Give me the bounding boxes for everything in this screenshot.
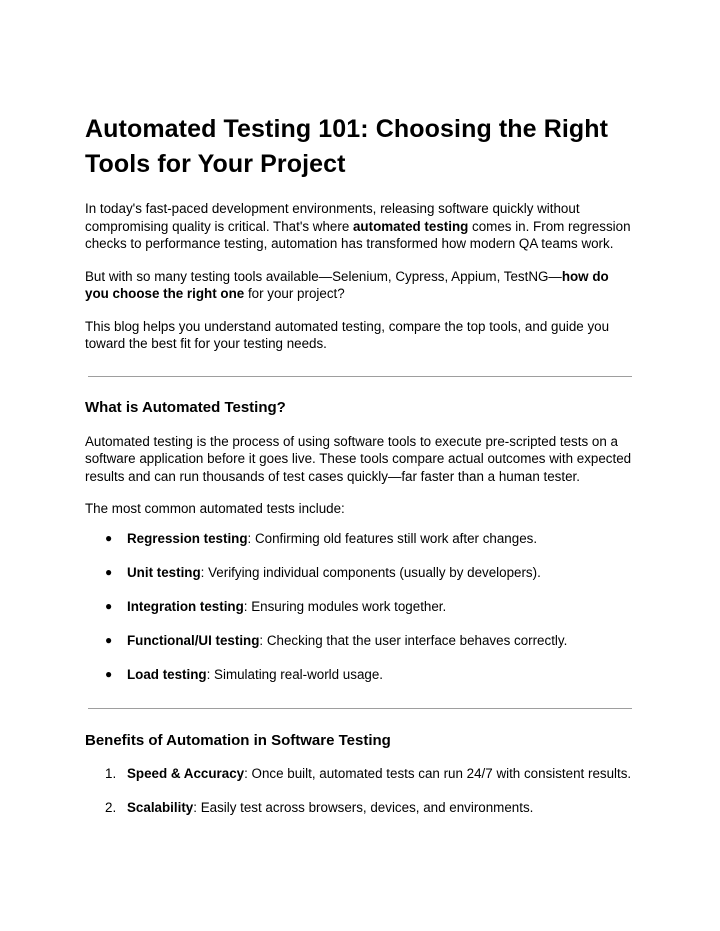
intro-text-1: In today's fast-paced development environments, releasing software quickly without compromising quality is critical. That's where <box>85 201 580 234</box>
tools-text-2: for your project? <box>244 286 345 301</box>
bullet-icon: ● <box>105 530 113 545</box>
list-item-term: Regression testing <box>127 530 248 546</box>
test-types-list <box>85 530 635 684</box>
intro-text-2: comes in. From regression checks to performance testing, automation has transformed how modern QA teams work. <box>85 218 631 251</box>
intro-emphasis: automated testing <box>352 218 469 234</box>
list-item-desc: : Easily test across browsers, devices, and environments. <box>193 800 534 815</box>
blog-purpose-paragraph: This blog helps you understand automated testing, compare the top tools, and guide you toward the best fit for your testing needs. <box>85 318 610 351</box>
section-heading-benefits: Benefits of Automation in Software Testing <box>85 732 391 749</box>
list-item <box>85 799 635 817</box>
list-item <box>85 564 635 582</box>
document-page <box>85 112 635 833</box>
tools-question-paragraph <box>85 268 635 303</box>
list-item-term: Functional/UI testing <box>127 632 260 648</box>
list-item <box>85 765 635 783</box>
benefits-list <box>85 765 635 817</box>
list-item-term: Unit testing <box>127 564 201 580</box>
section-divider <box>88 708 632 709</box>
intro-paragraph <box>85 200 635 253</box>
list-item <box>85 666 635 684</box>
bullet-icon: ● <box>105 666 113 681</box>
list-item-desc: : Simulating real-world usage. <box>206 666 384 682</box>
list-item-term: Speed & Accuracy <box>127 766 245 781</box>
list-item-desc: : Once built, automated tests can run 24/7 with consistent results. <box>244 766 632 781</box>
list-item-desc: : Ensuring modules work together. <box>243 598 447 614</box>
bullet-icon: ● <box>105 598 113 613</box>
list-item <box>85 530 635 548</box>
list-item <box>85 632 635 650</box>
tools-question-emphasis: how do you choose the right one <box>85 268 609 301</box>
list-item-number: 1. <box>105 766 117 781</box>
section-heading-what-is: What is Automated Testing? <box>85 398 286 416</box>
list-item-term: Scalability <box>127 800 194 815</box>
list-item-term: Integration testing <box>127 598 244 614</box>
list-item <box>85 598 635 616</box>
list-item-desc: : Confirming old features still work after changes. <box>247 530 538 546</box>
list-item-term: Load testing <box>127 666 207 682</box>
list-item-desc: : Checking that the user interface behaves correctly. <box>259 632 568 648</box>
section-divider <box>88 376 632 377</box>
tools-text-1: But with so many testing tools available—Selenium, Cypress, Appium, TestNG— <box>85 268 562 284</box>
page-title: Automated Testing 101: Choosing the Right Tools for Your Project <box>85 115 609 178</box>
definition-paragraph: Automated testing is the process of using software tools to execute pre-scripted tests on a software application before it goes live. These tools compare actual outcomes with expected results and can run thousands of test cases quickly—far faster than a human tester. <box>85 433 632 484</box>
test-types-lead: The most common automated tests include: <box>85 501 345 516</box>
bullet-icon: ● <box>105 632 113 647</box>
bullet-icon: ● <box>105 564 113 579</box>
list-item-desc: : Verifying individual components (usually by developers). <box>200 564 541 580</box>
list-item-number: 2. <box>105 800 117 815</box>
